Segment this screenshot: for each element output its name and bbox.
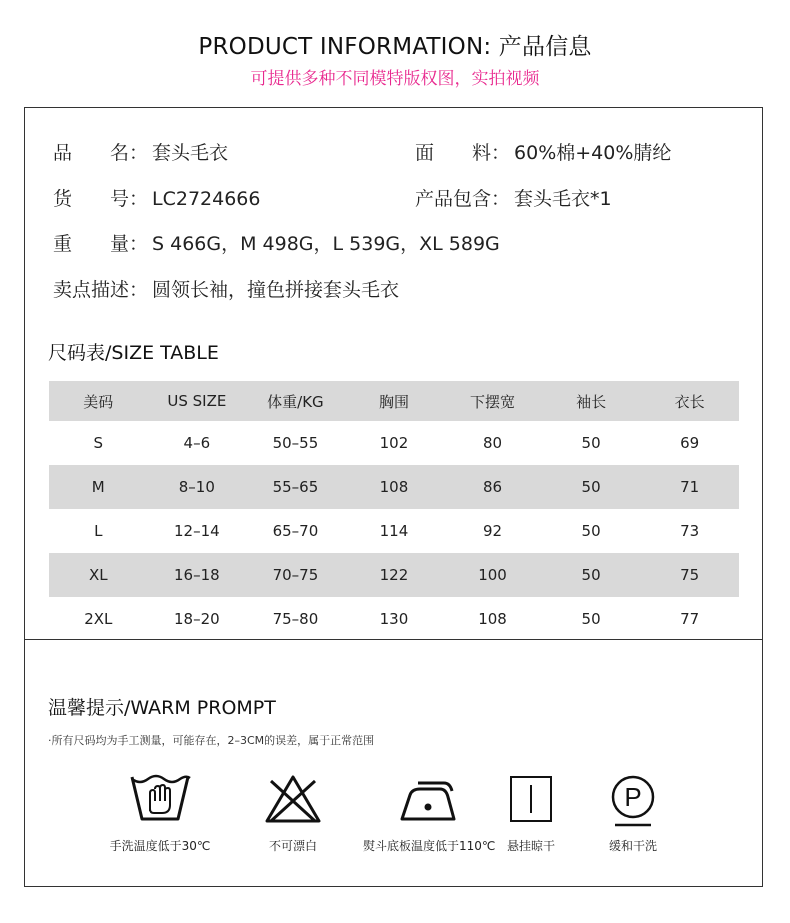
size-header-cell: 衣长 bbox=[640, 381, 739, 421]
table-row bbox=[49, 509, 739, 553]
size-table bbox=[49, 381, 739, 641]
size-header-cell: 胸围 bbox=[345, 381, 444, 421]
table-cell: 69 bbox=[680, 434, 700, 452]
table-cell: 70–75 bbox=[246, 553, 345, 597]
line-dry-icon bbox=[499, 771, 563, 827]
table-cell: 65–70 bbox=[272, 522, 319, 540]
care-label: 不可漂白 bbox=[268, 839, 317, 853]
info-weight bbox=[53, 229, 500, 256]
table-cell: 75 bbox=[640, 553, 739, 597]
care-item-gentle-dry-clean bbox=[568, 771, 698, 854]
size-header-cell: 体重/KG bbox=[246, 381, 345, 421]
info-fabric bbox=[415, 138, 671, 165]
info-item-value: LC2724666 bbox=[152, 188, 261, 210]
table-cell: 50–55 bbox=[272, 434, 319, 452]
info-name-label: 品 名： bbox=[53, 142, 149, 164]
table-row bbox=[49, 421, 739, 465]
measurement-note: ·所有尺码均为手工测量，可能存在，2–3CM的误差，属于正常范围 bbox=[48, 734, 375, 747]
size-table-header-row bbox=[49, 381, 739, 421]
table-cell: 50 bbox=[581, 434, 601, 452]
product-info-frame bbox=[24, 107, 763, 887]
table-cell: 12–14 bbox=[174, 522, 220, 540]
gentle-dry-clean-icon bbox=[601, 771, 665, 831]
info-selling-label: 卖点描述： bbox=[53, 279, 149, 301]
table-cell: 108 bbox=[345, 465, 444, 509]
info-fabric-label: 面 料： bbox=[415, 142, 511, 164]
iron-icon bbox=[396, 771, 460, 827]
info-contents bbox=[415, 184, 612, 211]
table-cell: 50 bbox=[542, 465, 641, 509]
care-item-no-bleach bbox=[228, 771, 358, 854]
header-subtitle: 可提供多种不同模特版权图，实拍视频 bbox=[250, 69, 540, 89]
table-cell: 108 bbox=[478, 610, 507, 628]
size-header-cell: US SIZE bbox=[148, 381, 247, 421]
table-cell: 100 bbox=[443, 553, 542, 597]
table-cell: 75–80 bbox=[272, 610, 319, 628]
table-cell: 86 bbox=[443, 465, 542, 509]
info-contents-label: 产品包含： bbox=[415, 188, 511, 210]
info-contents-value: 套头毛衣*1 bbox=[514, 188, 612, 210]
info-weight-value: S 466G，M 498G，L 539G，XL 589G bbox=[152, 233, 500, 255]
header-title: PRODUCT INFORMATION: 产品信息 bbox=[198, 34, 592, 60]
table-cell: 18–20 bbox=[174, 610, 220, 628]
info-name-value: 套头毛衣 bbox=[152, 142, 229, 164]
table-cell: 77 bbox=[680, 610, 700, 628]
table-cell: 130 bbox=[379, 610, 409, 628]
dry-clean-letter: P bbox=[624, 782, 642, 812]
size-header-cell: 美码 bbox=[49, 381, 148, 421]
table-cell: XL bbox=[49, 553, 148, 597]
info-selling-value: 圆领长袖，撞色拼接套头毛衣 bbox=[152, 279, 400, 301]
table-row bbox=[49, 553, 739, 597]
section-divider bbox=[25, 639, 762, 640]
size-table-title: 尺码表/SIZE TABLE bbox=[48, 342, 219, 364]
info-selling bbox=[53, 275, 399, 302]
care-label: 缓和干洗 bbox=[608, 839, 657, 853]
table-cell: 55–65 bbox=[246, 465, 345, 509]
table-cell: L bbox=[94, 522, 103, 540]
table-cell: 2XL bbox=[84, 610, 113, 628]
table-cell: 50 bbox=[542, 553, 641, 597]
table-cell: 50 bbox=[581, 610, 601, 628]
table-cell: M bbox=[49, 465, 148, 509]
care-item-hand-wash bbox=[95, 771, 225, 854]
table-cell: 114 bbox=[379, 522, 409, 540]
table-cell: 92 bbox=[482, 522, 503, 540]
table-cell: 80 bbox=[482, 434, 503, 452]
table-cell: 122 bbox=[345, 553, 444, 597]
care-label: 悬挂晾干 bbox=[506, 839, 555, 853]
care-label: 手洗温度低于30℃ bbox=[109, 839, 211, 853]
warm-prompt-title: 温馨提示/WARM PROMPT bbox=[48, 697, 276, 719]
care-label: 熨斗底板温度低于110℃ bbox=[363, 839, 496, 853]
table-cell: 71 bbox=[640, 465, 739, 509]
table-cell: 102 bbox=[379, 434, 409, 452]
table-cell: 8–10 bbox=[148, 465, 247, 509]
table-cell: 4–6 bbox=[183, 434, 211, 452]
info-fabric-value: 60%棉+40%腈纶 bbox=[514, 142, 672, 164]
size-header-cell: 下摆宽 bbox=[443, 381, 542, 421]
table-cell: 16–18 bbox=[148, 553, 247, 597]
table-cell: 73 bbox=[680, 522, 700, 540]
table-cell: S bbox=[93, 434, 104, 452]
table-cell: 50 bbox=[581, 522, 601, 540]
info-weight-label: 重 量： bbox=[53, 233, 149, 255]
size-header-cell: 袖长 bbox=[542, 381, 641, 421]
no-bleach-icon bbox=[261, 771, 325, 827]
hand-wash-icon bbox=[128, 771, 192, 827]
info-item bbox=[53, 184, 261, 211]
table-row bbox=[49, 465, 739, 509]
info-item-label: 货 号： bbox=[53, 188, 149, 210]
table-row bbox=[49, 597, 739, 641]
info-name bbox=[53, 138, 228, 165]
